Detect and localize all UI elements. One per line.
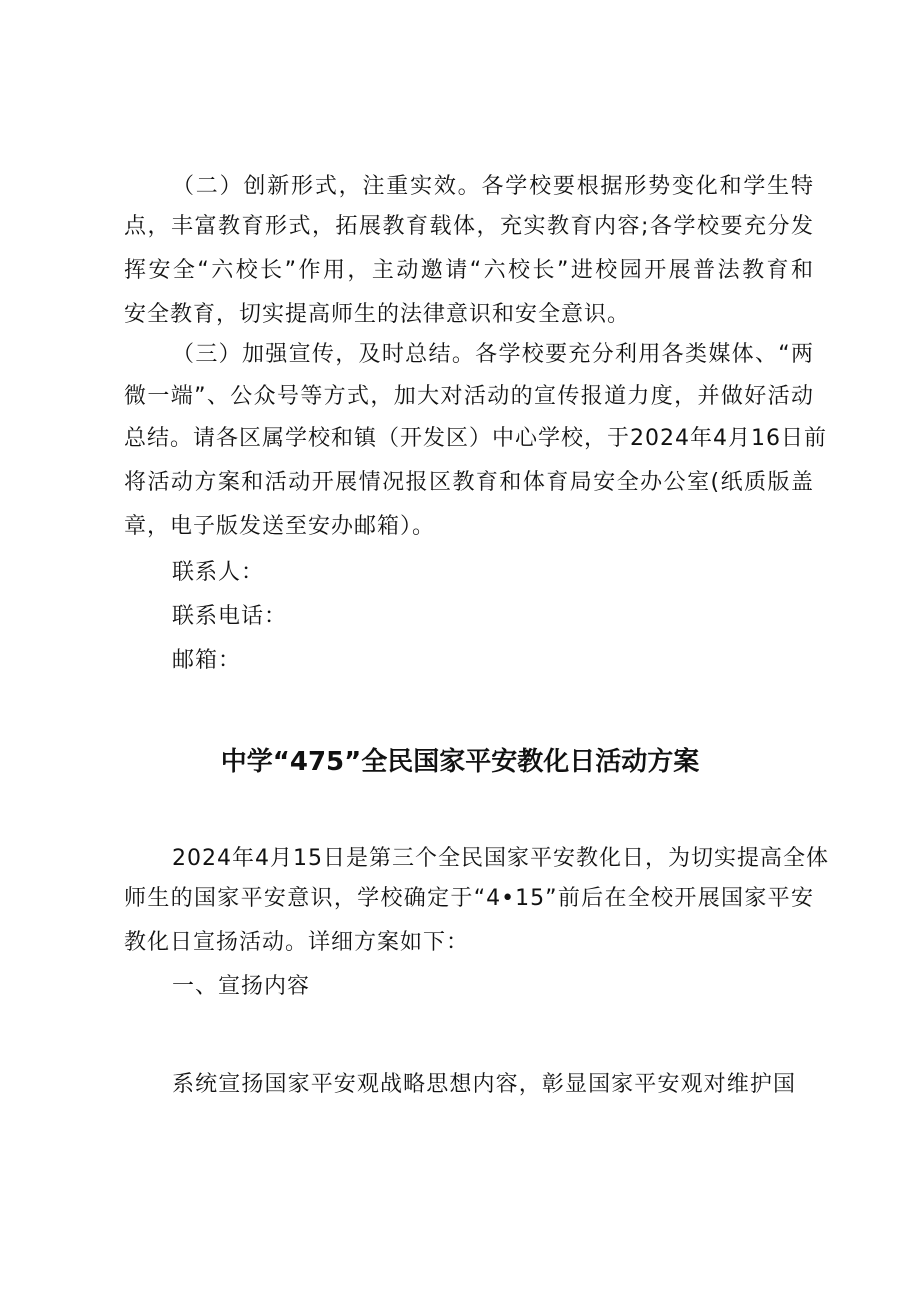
section3-line-3: 总结。请各区属学校和镇（开发区）中心学校，于2024年4月16日前 (124, 426, 827, 451)
section3-line-4: 将活动方案和活动开展情况报区教育和体育局安全办公室(纸质版盖 (124, 470, 814, 495)
contact-phone-label: 联系电话： (172, 604, 288, 629)
section2-line-2: 点，丰富教育形式，拓展教育载体，充实教育内容;各学校要充分发 (124, 214, 814, 239)
plan-heading-1: 一、宣扬内容 (172, 974, 311, 999)
section3-line-2: 微一端”、公众号等方式，加大对活动的宣传报道力度，并做好活动 (124, 384, 814, 409)
contact-email-label: 邮箱： (172, 648, 242, 673)
section2-line-1: （二）创新形式，注重实效。各学校要根据形势变化和学生特 (172, 174, 814, 199)
plan-intro-line-2: 师生的国家平安意识，学校确定于“4•15”前后在全校开展国家平安 (124, 886, 814, 911)
section3-line-1: （三）加强宣传，及时总结。各学校要充分利用各类媒体、“两 (172, 342, 814, 367)
section2-line-3: 挥安全“六校长”作用，主动邀请“六校长”进校园开展普法教育和 (124, 258, 814, 283)
section2-line-4: 安全教育，切实提高师生的法律意识和安全意识。 (124, 302, 631, 327)
section3-line-5: 章，电子版发送至安办邮箱）。 (124, 514, 436, 539)
plan-intro-line-1: 2024年4月15日是第三个全民国家平安教化日，为切实提高全体 (172, 846, 829, 871)
plan-intro-line-3: 教化日宣扬活动。详细方案如下： (124, 930, 470, 955)
plan-title: 中学“475”全民国家平安教化日活动方案 (220, 747, 700, 777)
contact-person-label: 联系人： (172, 560, 265, 585)
plan-content-line-1: 系统宣扬国家平安观战略思想内容，彰显国家平安观对维护国 (172, 1072, 796, 1097)
